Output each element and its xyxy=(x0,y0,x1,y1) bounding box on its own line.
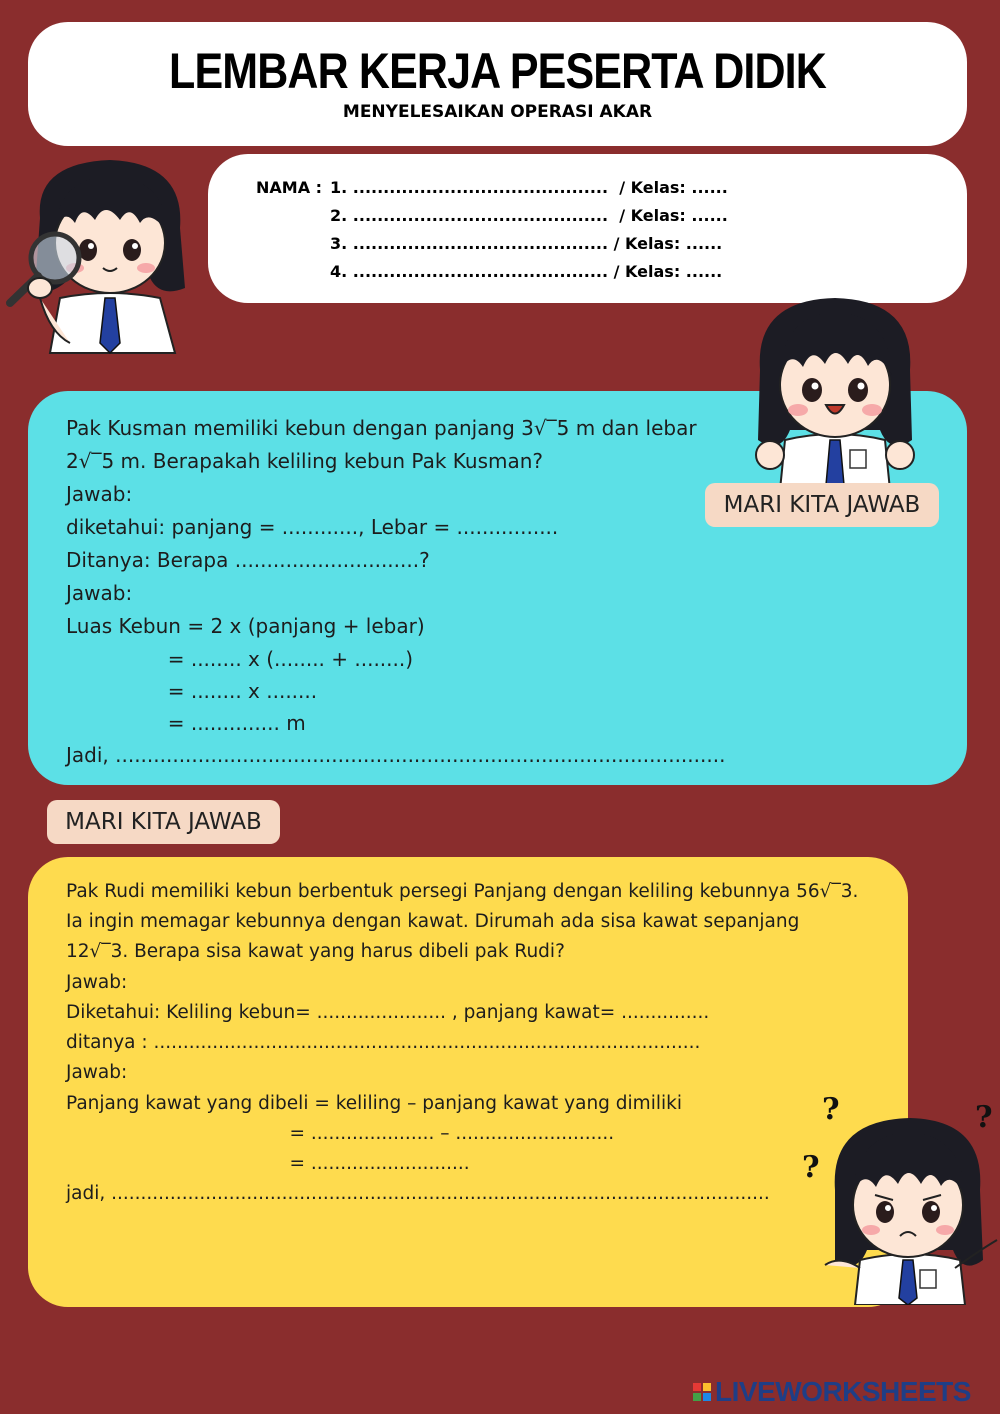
asked-answer-field[interactable]: Ditanya: Berapa .............................? xyxy=(66,548,430,572)
answer-tag-right: MARI KITA JAWAB xyxy=(705,483,939,527)
name-row-3[interactable]: 3. .......................................... / Kelas: ...... xyxy=(330,234,723,253)
problem-1-line: 2√‾5 m. Berapakah keliling kebun Pak Kusman? xyxy=(66,449,544,473)
known-answer-field[interactable]: Diketahui: Keliling kebun= ...................... , panjang kawat= ............... xyxy=(66,1002,710,1023)
question-mark-icon: ? xyxy=(975,1100,993,1135)
name-row-1[interactable]: 1. .......................................... / Kelas: ...... xyxy=(330,178,728,197)
problem-2-card xyxy=(28,857,908,1307)
student-confused-illustration xyxy=(815,1110,1000,1305)
problem-1-line: Jawab: xyxy=(66,581,133,605)
calc-step-field[interactable]: = ........ x (........ + ........) xyxy=(66,647,414,671)
problem-2-line: Jawab: xyxy=(66,972,128,993)
question-mark-icon: ? xyxy=(822,1092,840,1127)
known-answer-field[interactable]: diketahui: panjang = ............, Lebar = ................ xyxy=(66,515,559,539)
answer-tag-left: MARI KITA JAWAB xyxy=(47,800,280,844)
problem-2-line: Ia ingin memagar kebunnya dengan kawat. Dirumah ada sisa kawat sepanjang xyxy=(66,911,800,932)
conclusion-field[interactable]: jadi, ................................................................................................................ xyxy=(66,1183,770,1204)
student-magnifier-illustration xyxy=(0,148,200,358)
liveworksheets-logo[interactable] xyxy=(693,1376,971,1408)
calc-step-field[interactable]: = ........ x ........ xyxy=(66,679,318,703)
name-card xyxy=(208,154,967,303)
name-row-2[interactable]: 2. .......................................... / Kelas: ...... xyxy=(330,206,728,225)
calc-step-field[interactable]: = ..................... – ........................... xyxy=(66,1123,615,1144)
liveworksheets-mark-icon xyxy=(693,1383,711,1401)
problem-2-line: Panjang kawat yang dibeli = keliling – panjang kawat yang dimiliki xyxy=(66,1093,682,1114)
calc-step-field[interactable]: = ........................... xyxy=(66,1153,470,1174)
student-happy-illustration xyxy=(740,290,930,490)
calc-step-field[interactable]: = .............. m xyxy=(66,711,306,735)
name-label: NAMA : xyxy=(256,178,328,197)
asked-answer-field[interactable]: ditanya : ............................................................................................. xyxy=(66,1032,701,1053)
problem-2-line: Jawab: xyxy=(66,1062,128,1083)
problem-2-line: Pak Rudi memiliki kebun berbentuk persegi Panjang dengan keliling kebunnya 56√‾3. xyxy=(66,881,859,902)
page-subtitle: MENYELESAIKAN OPERASI AKAR xyxy=(342,102,653,122)
problem-2-line: 12√‾3. Berapa sisa kawat yang harus dibeli pak Rudi? xyxy=(66,941,565,962)
problem-1-line: Pak Kusman memiliki kebun dengan panjang 3√‾5 m dan lebar xyxy=(66,416,697,440)
page-title: LEMBAR KERJA PESERTA DIDIK xyxy=(169,43,826,99)
problem-1-line: Jawab: xyxy=(66,482,133,506)
name-row-4[interactable]: 4. .......................................... / Kelas: ...... xyxy=(330,262,723,281)
brand-name: LIVEWORKSHEETS xyxy=(715,1376,971,1407)
question-mark-icon: ? xyxy=(802,1150,820,1185)
problem-1-line: Luas Kebun = 2 x (panjang + lebar) xyxy=(66,614,425,638)
conclusion-field[interactable]: Jadi, ................................................................................................ xyxy=(66,743,726,767)
header-card xyxy=(28,22,967,146)
